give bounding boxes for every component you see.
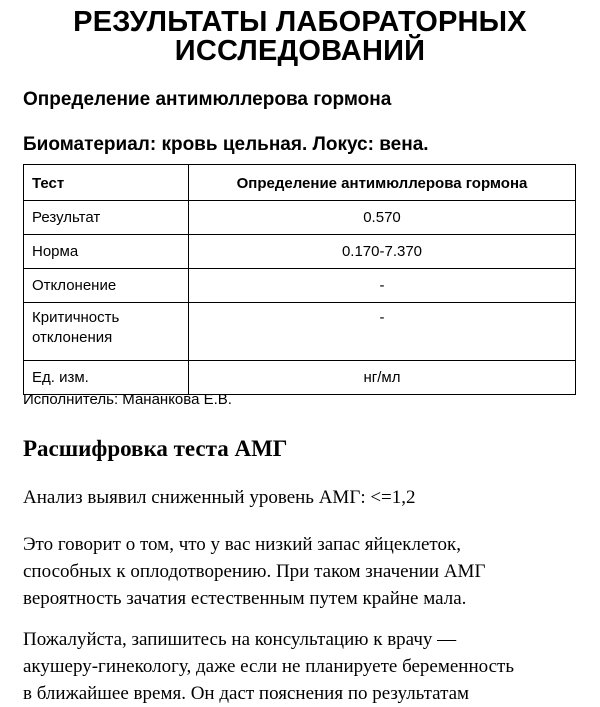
paragraph-line: способных к оплодотворению. При таком значении АМГ (23, 561, 486, 582)
paragraph-line: акушеру-гинекологу, даже если не планируете беременность (23, 656, 515, 677)
table-row-norm (24, 235, 576, 269)
interpretation-heading: Расшифровка теста АМГ (23, 436, 288, 461)
table-row-result (24, 201, 576, 235)
row-value: 0.170-7.370 (189, 235, 576, 269)
row-label: Норма (24, 235, 189, 269)
table-row-criticality (24, 303, 576, 361)
paragraph-line: вероятность зачатия естественным путем крайне мала. (23, 588, 467, 609)
interpretation-paragraph-2 (23, 531, 583, 612)
header-test: Тест (24, 165, 189, 201)
performer-line: Исполнитель: Мананкова Е.В. (23, 391, 232, 408)
biomaterial-line: Биоматериал: кровь цельная. Локус: вена. (23, 134, 429, 155)
interpretation-paragraph-3 (23, 626, 583, 707)
paragraph-line: Пожалуйста, запишитесь на консультацию к врачу — (23, 629, 457, 650)
page-title-line-2: ИССЛЕДОВАНИЙ (174, 35, 426, 67)
row-value: - (189, 303, 576, 361)
row-label: Результат (24, 201, 189, 235)
table-header-row (24, 165, 576, 201)
paragraph-line: в ближайшее время. Он даст пояснения по результатам (23, 683, 470, 704)
row-label: Ед. изм. (24, 361, 189, 395)
interpretation-paragraph-1 (23, 484, 583, 511)
table-row-deviation (24, 269, 576, 303)
results-table (23, 164, 576, 395)
header-test-name: Определение антимюллерова гормона (189, 165, 576, 201)
paragraph-line: Это говорит о том, что у вас низкий запас яйцеклеток, (23, 534, 461, 555)
page-title-line-1: РЕЗУЛЬТАТЫ ЛАБОРАТОРНЫХ (73, 6, 527, 38)
paragraph-line: Анализ выявил сниженный уровень АМГ: <=1,2 (23, 487, 416, 508)
page-title (0, 8, 600, 66)
row-value: - (189, 269, 576, 303)
row-value: 0.570 (189, 201, 576, 235)
row-label-line-2: отклонения (32, 329, 113, 346)
row-label (24, 303, 189, 361)
row-label-line-1: Критичность (32, 309, 120, 326)
test-name-heading: Определение антимюллерова гормона (23, 89, 392, 110)
row-value: нг/мл (189, 361, 576, 395)
row-label: Отклонение (24, 269, 189, 303)
